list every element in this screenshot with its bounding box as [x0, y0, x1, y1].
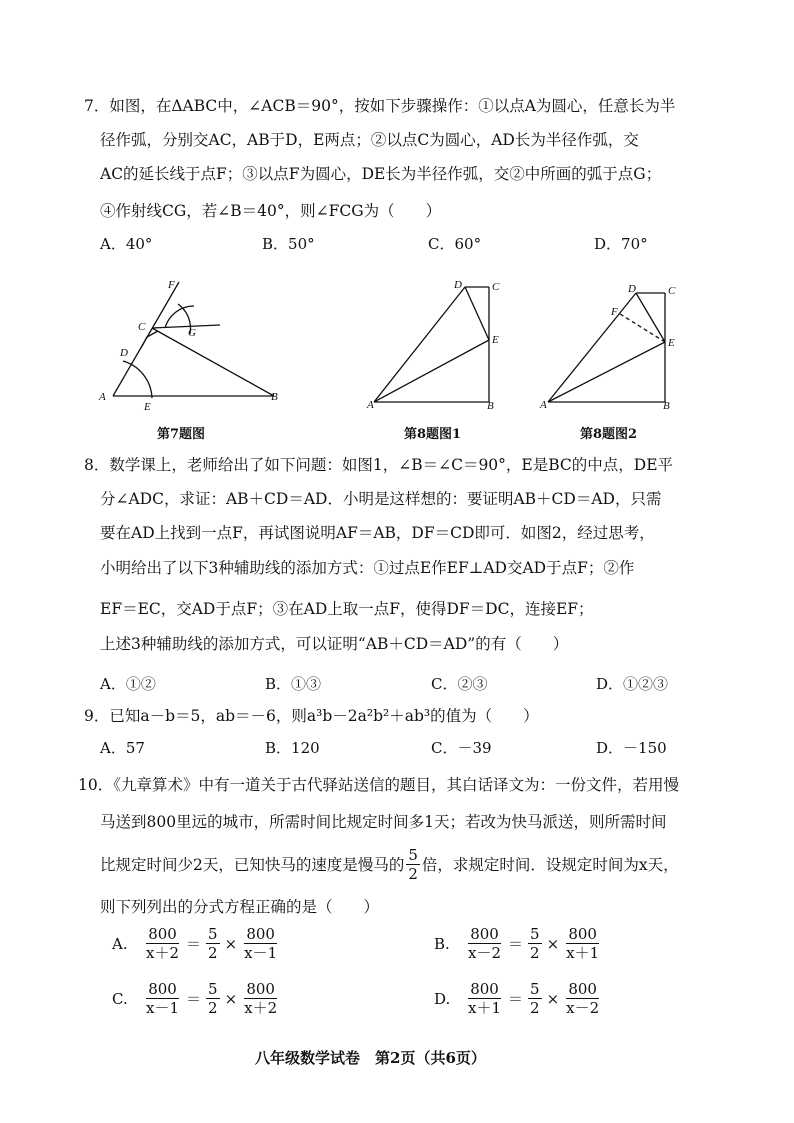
q10-option-d-f2-num: 5 [530, 980, 540, 998]
q10-option-d-equals: ＝ [508, 990, 524, 1008]
fig8-1-segment-ad [374, 287, 465, 402]
q9-option-b: B．120 [265, 739, 320, 757]
q10-option-c-equals: ＝ [186, 990, 202, 1008]
fig8-2-label-a: A [540, 399, 547, 411]
q7-option-c: C．60° [428, 235, 482, 253]
fig8-1-caption: 第8题图1 [404, 427, 462, 442]
q10-option-d-label: D. [434, 989, 451, 1008]
fig8-2-label-e: E [668, 337, 675, 349]
fig8-2-label-c: C [668, 285, 676, 297]
q10-line-1: 10．《九章算术》中有一道关于古代驿站送信的题目，其白话译文为：一份文件，若用慢 [78, 776, 679, 794]
q10-option-d-f2-den: 2 [530, 999, 540, 1017]
q10-line-2: 马送到800里远的城市，所需时间比规定时间多1天；若改为快马派送，则所需时间 [100, 813, 667, 831]
figure-8-1 [365, 270, 515, 420]
q10-line-3-after: 倍，求规定时间．设规定时间为x天， [421, 855, 679, 874]
page-footer: 八年级数学试卷 第2页（共6页） [255, 1049, 486, 1067]
q10-line-4: 则下列列出的分式方程正确的是（ ） [100, 898, 380, 916]
q10-option-b-f1-num: 800 [470, 925, 499, 943]
q10-option-a-f2-num: 5 [208, 925, 218, 943]
q10-option-b-f2-den: 2 [530, 944, 540, 962]
fig8-1-label-c: C [492, 281, 500, 293]
q7-option-d: D．70° [594, 235, 648, 253]
fig7-segment-cb [152, 328, 274, 396]
q10-option-b [434, 925, 603, 962]
fig7-caption: 第7题图 [157, 427, 206, 442]
q8-option-a: A．①② [100, 675, 156, 693]
fig8-2-dashed-ef [620, 314, 665, 342]
q10-option-a-f3-num: 800 [246, 925, 275, 943]
fig8-1-label-d: D [454, 279, 462, 291]
fig7-label-d: D [120, 347, 128, 359]
q10-line-3-before: 比规定时间少2天，已知快马的速度是慢马的 [100, 855, 405, 874]
q7-line-2: 径作弧，分别交AC，AB于D，E两点；②以点C为圆心，AD长为半径作弧，交 [100, 131, 639, 149]
q10-option-c-label: C. [112, 989, 128, 1008]
q8-line-2: 分∠ADC，求证：AB＋CD＝AD．小明是这样想的：要证明AB＋CD＝AD，只需 [100, 490, 662, 508]
q10-option-a-fraction-2 [206, 925, 220, 962]
q7-option-b: B．50° [262, 235, 315, 253]
q10-option-c-fraction-3 [242, 980, 279, 1017]
q10-option-a-fraction-1 [144, 925, 181, 962]
q10-option-d [434, 980, 603, 1017]
fig8-1-segment-ae [374, 340, 489, 402]
q10-fraction-numerator: 5 [408, 846, 418, 864]
q8-line-5: EF＝EC，交AD于点F；③在AD上取一点F，使得DF＝DC，连接EF； [100, 600, 594, 618]
q8-line-1: 8．数学课上，老师给出了如下问题：如图1，∠B＝∠C＝90°，E是BC的中点，DE平 [84, 456, 674, 474]
q7-line-4: ④作射线CG，若∠B＝40°，则∠FCG为（ ） [100, 202, 442, 220]
fig7-arc-de [123, 361, 152, 398]
fig8-1-label-a: A [367, 399, 374, 411]
q10-option-a-times: × [224, 934, 238, 953]
q10-option-c-f3-num: 800 [246, 980, 275, 998]
q10-five-halves-fraction [406, 846, 420, 883]
q8-option-b: B．①③ [265, 675, 322, 693]
q10-option-c-fraction-1 [144, 980, 181, 1017]
q10-option-c-f2-den: 2 [208, 999, 218, 1017]
figure-7 [90, 270, 290, 420]
q9-text: 9．已知a－b＝5，ab＝－6，则a³b－2a²b²＋ab³的值为（ ） [84, 707, 539, 725]
q10-option-a-f1-num: 800 [148, 925, 177, 943]
fig8-2-caption: 第8题图2 [580, 427, 638, 442]
fig8-1-label-e: E [492, 334, 499, 346]
q10-option-b-f3-den: x＋1 [566, 944, 600, 962]
fig7-arc-g [165, 306, 194, 328]
q10-option-c-times: × [224, 989, 238, 1008]
q10-option-d-times: × [546, 989, 560, 1008]
q10-option-d-fraction-1 [466, 980, 503, 1017]
q10-option-b-fraction-2 [528, 925, 542, 962]
q7-line-3: AC的延长线于点F；③以点F为圆心，DE长为半径作弧，交②中所画的弧于点G； [100, 165, 662, 183]
q8-line-3: 要在AD上找到一点F，再试图说明AF＝AB，DF＝CD即可．如图2，经过思考， [100, 524, 655, 542]
q10-option-a-f3-den: x－1 [244, 944, 278, 962]
fig8-2-segment-ad [548, 293, 636, 402]
q7-option-a: A．40° [100, 235, 153, 253]
q10-option-c-f3-den: x＋2 [244, 999, 278, 1017]
q10-option-d-f3-num: 800 [568, 980, 597, 998]
q10-option-d-f3-den: x－2 [566, 999, 600, 1017]
q10-option-b-equals: ＝ [508, 935, 524, 953]
figure-8-2 [538, 270, 688, 420]
q10-option-c-f1-num: 800 [148, 980, 177, 998]
q10-option-b-fraction-1 [466, 925, 503, 962]
fig7-label-b: B [271, 391, 278, 403]
fig8-2-label-f: F [611, 306, 618, 318]
q8-line-6: 上述3种辅助线的添加方式，可以证明“AB＋CD＝AD”的有（ ） [100, 635, 569, 653]
fig7-label-a: A [99, 391, 106, 403]
q10-option-b-fraction-3 [564, 925, 601, 962]
q10-option-a [112, 925, 281, 962]
q10-option-b-label: B. [434, 934, 450, 953]
fig8-2-segment-de [636, 293, 665, 342]
fig7-ray-cg [152, 325, 220, 328]
q8-option-d: D．①②③ [596, 675, 669, 693]
fig7-label-c: C [138, 321, 146, 333]
q10-option-d-fraction-2 [528, 980, 542, 1017]
q10-option-c-f2-num: 5 [208, 980, 218, 998]
q9-option-a: A．57 [100, 739, 145, 757]
q10-option-a-equals: ＝ [186, 935, 202, 953]
q10-option-d-fraction-3 [564, 980, 601, 1017]
q10-option-b-f1-den: x－2 [468, 944, 502, 962]
q10-option-b-f3-num: 800 [568, 925, 597, 943]
q10-option-c-fraction-2 [206, 980, 220, 1017]
fig7-label-g: G [188, 327, 196, 339]
fig7-label-f: F [168, 279, 175, 291]
q10-option-d-f1-den: x＋1 [468, 999, 502, 1017]
q10-option-a-f1-den: x＋2 [146, 944, 180, 962]
q7-line-1: 7．如图，在ΔABC中，∠ACB＝90°，按如下步骤操作：①以点A为圆心，任意长为半 [84, 97, 676, 115]
fig8-2-label-b: B [663, 400, 670, 412]
q8-line-4: 小明给出了以下3种辅助线的添加方式：①过点E作EF⊥AD交AD于点F；②作 [100, 559, 635, 577]
q10-option-b-f2-num: 5 [530, 925, 540, 943]
q10-option-a-label: A. [112, 934, 128, 953]
q8-option-c: C．②③ [431, 675, 488, 693]
q10-fraction-denominator: 2 [408, 865, 418, 883]
fig7-label-e: E [144, 401, 151, 413]
fig8-2-label-d: D [628, 283, 636, 295]
fig8-2-segment-ae [548, 342, 665, 402]
q9-option-d: D．－150 [596, 739, 667, 757]
fig8-1-segment-de [465, 287, 489, 340]
q10-option-a-f2-den: 2 [208, 944, 218, 962]
q10-option-c [112, 980, 281, 1017]
q10-option-a-fraction-3 [242, 925, 279, 962]
q10-option-d-f1-num: 800 [470, 980, 499, 998]
q10-line-3 [100, 846, 679, 883]
q10-option-c-f1-den: x－1 [146, 999, 180, 1017]
q10-option-b-times: × [546, 934, 560, 953]
fig8-1-label-b: B [487, 400, 494, 412]
q9-option-c: C．－39 [431, 739, 492, 757]
